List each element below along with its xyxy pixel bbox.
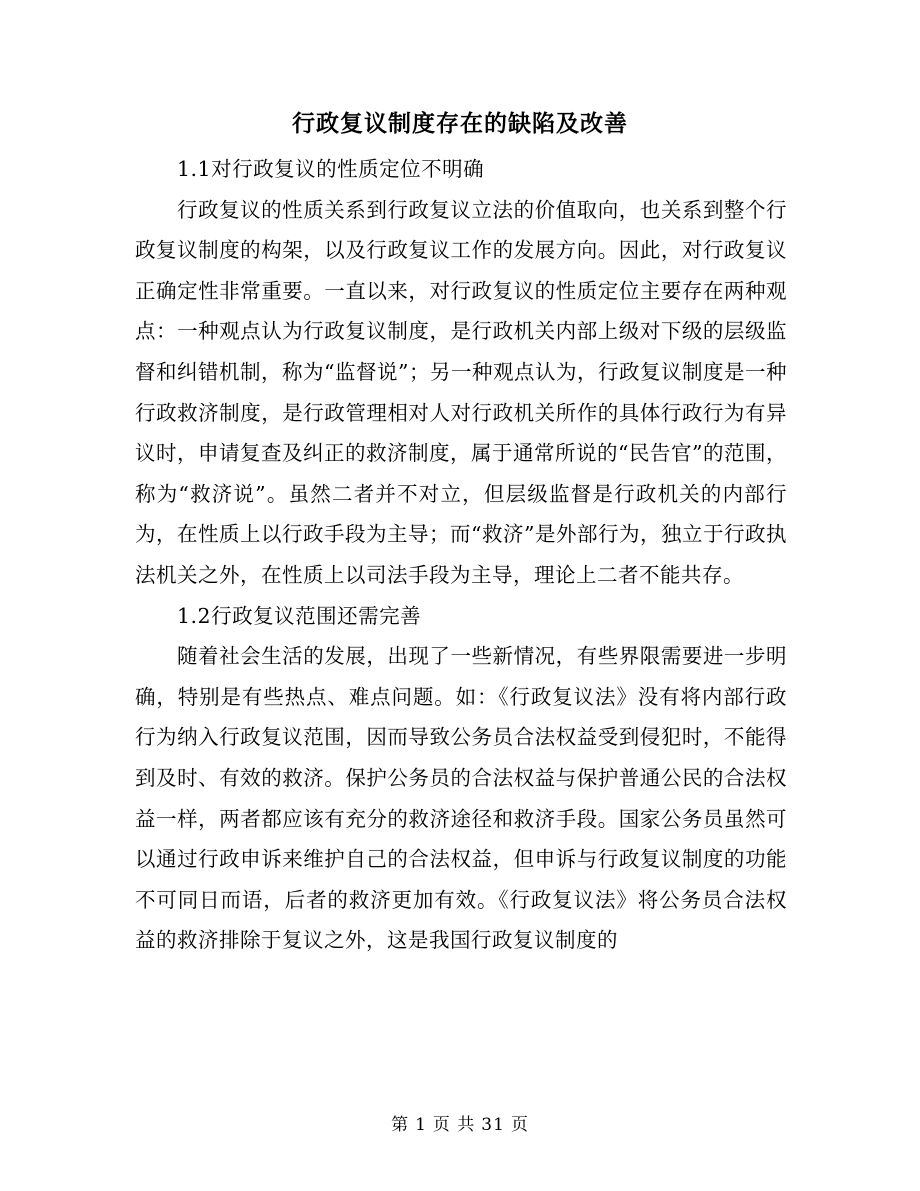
section-heading-1-2: 1.2行政复议范围还需完善 (177, 603, 422, 628)
footer-suffix: 页 (510, 1115, 529, 1135)
footer-current-page: 1 (415, 1115, 427, 1135)
section-paragraph-1-2: 随着社会生活的发展，出现了一些新情况，有些界限需要进一步明确，特别是有些热点、难点问题。如：《行政复议法》没有将内部行政行为纳入行政复议范围，因而导致公务员合法权益受到侵犯时，不能得到及时、有效的救济。保护公务员的合法权益与保护普通公民的合法权益一样，两者都应该有充分的救济途径和救济手段。国家公务员虽然可以通过行政申诉来维护自己的合法权益，但申诉与行政复议制度的功能不可同日而语，后者的救济更加有效。《行政复议法》将公务员合法权益的救济排除于复议之外，这是我国行政复议制度的 (135, 644, 787, 953)
footer-middle: 页 共 (432, 1115, 476, 1135)
section-heading-1-1: 1.1对行政复议的性质定位不明确 (177, 157, 485, 181)
footer-prefix: 第 (391, 1115, 410, 1135)
section-paragraph-1-1: 行政复议的性质关系到行政复议立法的价值取向，也关系到整个行政复议制度的构架，以及行政复议工作的发展方向。因此，对行政复议正确定性非常重要。一直以来，对行政复议的性质定位主要存在两种观点：一种观点认为行政复议制度，是行政机关内部上级对下级的层级监督和纠错机制，称为“监督说”；另一种观点认为，行政复议制度是一种行政救济制度，是行政管理相对人对行政机关所作的具体行政行为有异议时，申请复查及纠正的救济制度，属于通常所说的“民告官”的范围，称为“救济说”。虽然二者并不对立，但层级监督是行政机关的内部行为，在性质上以行政手段为主导；而“救济”是外部行为，独立于行政执法机关之外，在性质上以司法手段为主导，理论上二者不能共存。 (135, 197, 787, 587)
page-footer (0, 1111, 920, 1139)
document-title: 行政复议制度存在的缺陷及改善 (292, 110, 628, 137)
document-body (135, 149, 787, 961)
footer-total-pages: 31 (481, 1115, 505, 1135)
